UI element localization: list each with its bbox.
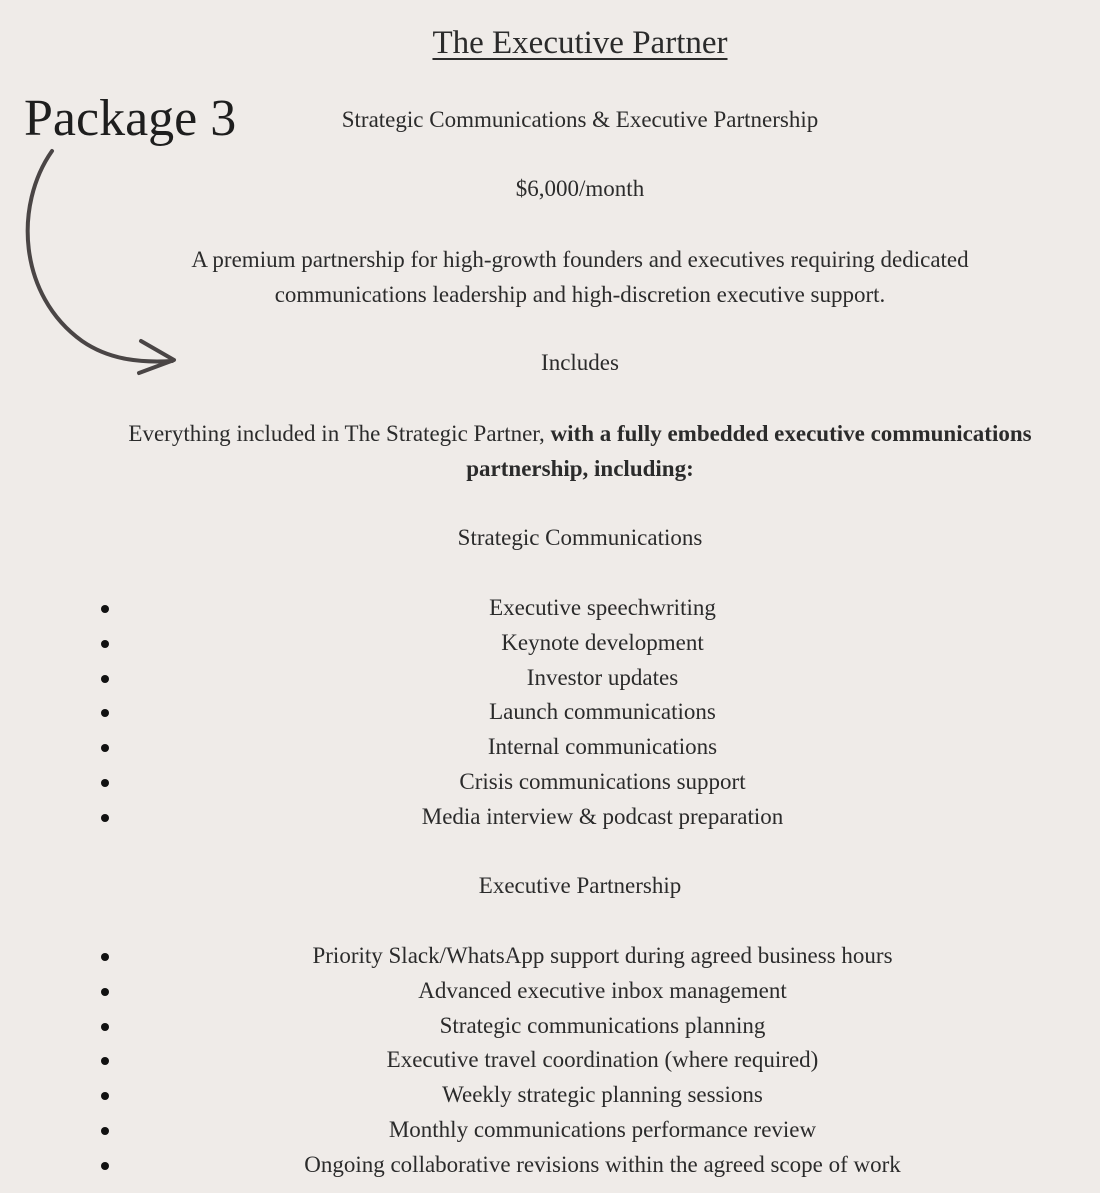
list-item (0, 974, 1100, 1009)
list-item (0, 1113, 1100, 1148)
package-label: Package 3 (24, 90, 237, 147)
list-item-text: Executive travel coordination (where required) (386, 1047, 819, 1073)
section-heading-executive-partnership: Executive Partnership (478, 873, 682, 898)
bullet-icon (101, 1127, 109, 1135)
bullet-icon (101, 953, 109, 961)
list-item (0, 695, 1100, 730)
bullet-icon (101, 779, 109, 787)
list-item-text: Ongoing collaborative revisions within the agreed scope of work (304, 1151, 901, 1177)
package-price: $6,000/month (515, 176, 645, 201)
executive-partnership-list (0, 939, 1100, 1183)
list-item (0, 591, 1100, 626)
list-item (0, 800, 1100, 835)
bullet-icon (101, 1023, 109, 1031)
list-item (0, 661, 1100, 696)
list-item-text: Keynote development (501, 629, 704, 655)
list-item (0, 1009, 1100, 1044)
list-item-text: Crisis communications support (459, 768, 746, 794)
list-item (0, 765, 1100, 800)
includes-intro (90, 416, 1070, 486)
bullet-icon (101, 988, 109, 996)
list-item-text: Executive speechwriting (489, 595, 716, 620)
list-item (0, 1148, 1100, 1183)
list-item-text: Monthly communications performance review (388, 1116, 817, 1142)
list-item (0, 1078, 1100, 1113)
bullet-icon (101, 605, 109, 613)
intro-plain-text: Everything included in The Strategic Partner, (128, 421, 551, 446)
intro-bold-text: with a fully embedded executive communications partnership, including: (466, 421, 1032, 481)
bullet-icon (101, 675, 109, 683)
list-item-text: Investor updates (526, 664, 679, 690)
package-subtitle: Strategic Communications & Executive Partnership (341, 107, 819, 132)
list-item-text: Media interview & podcast preparation (421, 803, 784, 829)
list-item-text: Priority Slack/WhatsApp support during agreed business hours (312, 943, 893, 968)
bullet-icon (101, 1162, 109, 1170)
list-item-text: Strategic communications planning (439, 1012, 766, 1038)
list-item (0, 1043, 1100, 1078)
list-item (0, 730, 1100, 765)
strategic-communications-list (0, 591, 1100, 835)
list-item-text: Advanced executive inbox management (418, 977, 787, 1003)
bullet-icon (101, 640, 109, 648)
page-title: The Executive Partner (432, 25, 728, 61)
list-item (0, 939, 1100, 974)
list-item-text: Weekly strategic planning sessions (442, 1082, 763, 1108)
includes-heading: Includes (541, 350, 619, 375)
package-description: A premium partnership for high-growth founders and executives requiring dedicated communications leadership and high-discretion executive support. (191, 247, 969, 307)
list-item-text: Launch communications (489, 699, 716, 725)
list-item-text: Internal communications (487, 734, 718, 760)
section-heading-strategic-communications: Strategic Communications (457, 525, 703, 550)
bullet-icon (101, 814, 109, 822)
list-item (0, 626, 1100, 661)
